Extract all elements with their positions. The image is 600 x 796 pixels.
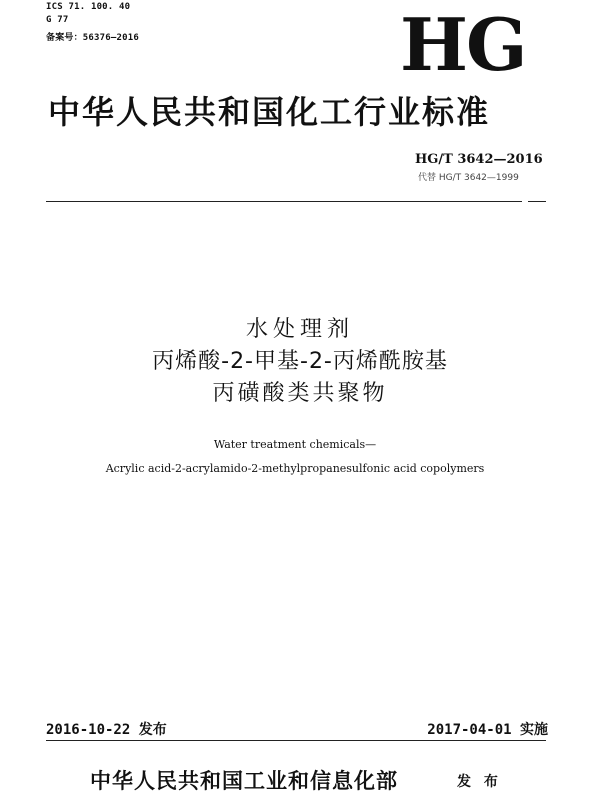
ccs-code: G 77	[46, 15, 69, 25]
header-divider-tail	[528, 201, 546, 202]
publish-label: 发 布	[457, 774, 502, 790]
issue-date: 2016-10-22 发布	[46, 722, 167, 738]
english-title-line-2: Acrylic acid-2-acrylamido-2-methylpropanesulfonic acid copolymers	[105, 462, 485, 475]
english-title-line-1: Water treatment chemicals—	[213, 438, 377, 451]
publisher-name: 中华人民共和国工业和信息化部	[90, 768, 398, 793]
implementation-date: 2017-04-01 实施	[427, 722, 548, 738]
standard-category-title: 中华人民共和国化工行业标准	[48, 93, 491, 131]
header-divider	[46, 201, 522, 202]
chinese-title-line-1: 水处理剂	[245, 317, 354, 342]
chinese-title-line-2: 丙烯酸-2-甲基-2-丙烯酰胺基	[152, 349, 448, 374]
footer-divider	[46, 740, 546, 741]
chinese-title-line-3: 丙磺酸类共聚物	[212, 381, 388, 406]
replaces-standard: 代替 HG/T 3642—1999	[418, 173, 519, 183]
hg-logo: HG	[400, 2, 526, 87]
filing-number: 备案号：56376—2016	[46, 33, 139, 43]
ics-code: ICS 71. 100. 40	[46, 2, 131, 12]
standard-number: HG/T 3642—2016	[415, 152, 543, 167]
